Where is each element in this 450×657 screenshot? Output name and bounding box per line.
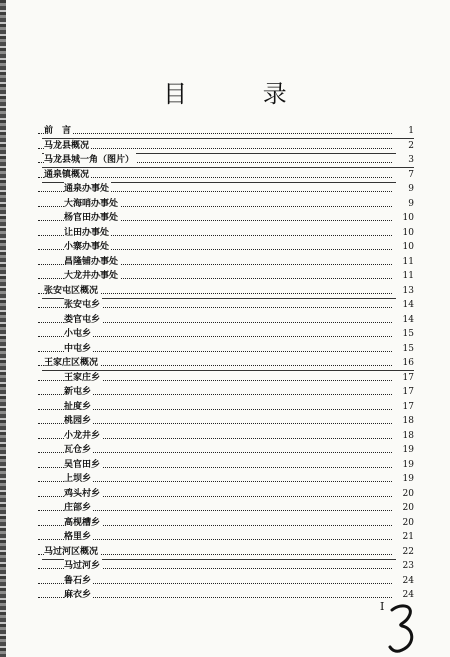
toc-entry-page: 17 xyxy=(396,400,414,414)
toc-entry xyxy=(0,313,450,327)
toc-entry xyxy=(0,124,450,138)
handwritten-page-number xyxy=(384,600,424,655)
toc-entry-label: 王家庄区概况 xyxy=(44,358,99,368)
toc-entry xyxy=(0,443,450,457)
toc-entry-label: 让田办事处 xyxy=(64,227,110,238)
toc-entry xyxy=(0,400,450,414)
toc-entry-page: 21 xyxy=(396,530,414,544)
toc-entry-page: 10 xyxy=(396,226,414,240)
toc-entry-page: 19 xyxy=(396,472,414,486)
toc-entry-page: 15 xyxy=(396,342,414,356)
toc-entry xyxy=(0,501,450,515)
toc-entry-page: 9 xyxy=(396,182,414,196)
toc-entry xyxy=(0,530,450,544)
toc-entry-page: 20 xyxy=(396,501,414,515)
dot-leader xyxy=(38,177,392,178)
toc-entry-page: 17 xyxy=(396,385,414,399)
toc-entry-label: 马过河乡 xyxy=(64,561,101,571)
toc-entry-label: 王家庄乡 xyxy=(64,372,101,383)
toc-entry xyxy=(0,458,450,472)
toc-entry xyxy=(0,240,450,254)
toc-entry xyxy=(0,414,450,428)
toc-entry-label: 通泉镇概况 xyxy=(44,169,90,180)
toc-entry-page: 10 xyxy=(396,240,414,254)
toc-entry-page: 18 xyxy=(396,414,414,428)
toc-entry xyxy=(0,574,450,588)
toc-entry xyxy=(0,226,450,240)
toc-entry-page: 9 xyxy=(396,197,414,211)
toc-entry-page: 23 xyxy=(396,559,414,573)
toc-entry xyxy=(0,197,450,211)
toc-entry-label: 马龙县概况 xyxy=(44,140,90,151)
toc-entry-page: 24 xyxy=(396,574,414,588)
toc-entry-page: 13 xyxy=(396,284,414,298)
toc-entry xyxy=(0,182,450,196)
toc-entry-page: 19 xyxy=(396,458,414,472)
toc-entry-page: 3 xyxy=(396,153,414,167)
toc-entry xyxy=(0,356,450,370)
toc-entry-page: 14 xyxy=(396,298,414,312)
toc-entry-page: 10 xyxy=(396,211,414,225)
toc-entry-label: 小屯乡 xyxy=(64,329,92,339)
toc-entry-page: 17 xyxy=(396,371,414,385)
toc-entry-page: 18 xyxy=(396,429,414,443)
toc-entry-label: 上坝乡 xyxy=(64,474,92,484)
toc-entry-label: 吴官田乡 xyxy=(64,459,101,470)
toc-entry xyxy=(0,211,450,225)
dot-leader xyxy=(38,133,392,134)
toc-entry xyxy=(0,487,450,501)
toc-entry-page: 16 xyxy=(396,356,414,370)
toc-entry-label: 鲁石乡 xyxy=(64,575,92,586)
toc-entry-label: 大龙井办事处 xyxy=(64,271,119,281)
page-folio: I xyxy=(380,600,385,613)
toc-entry-label: 桃园乡 xyxy=(64,416,92,426)
toc-entry xyxy=(0,559,450,573)
toc-entry-page: 7 xyxy=(396,168,414,182)
toc-entry xyxy=(0,472,450,486)
toc-entry xyxy=(0,327,450,341)
dot-leader xyxy=(38,148,392,149)
toc-entry-page: 15 xyxy=(396,327,414,341)
toc-entry-label: 杨官田办事处 xyxy=(64,213,119,223)
toc-entry-label: 张安屯乡 xyxy=(64,300,101,310)
toc-entry-label: 瓦仓乡 xyxy=(64,445,92,455)
toc-entry-label: 张安屯区概况 xyxy=(44,285,99,296)
toc-entry-page: 24 xyxy=(396,588,414,602)
toc-entry-page: 2 xyxy=(396,139,414,153)
toc-entry xyxy=(0,284,450,298)
page-title: 目 录 xyxy=(163,80,321,108)
toc-entry-page: 14 xyxy=(396,313,414,327)
toc-entry-label: 庄部乡 xyxy=(64,503,92,513)
toc-entry-page: 11 xyxy=(396,255,414,269)
toc-entry-label: 昌隆铺办事处 xyxy=(64,256,119,267)
toc-entry-label: 大海哨办事处 xyxy=(64,198,119,209)
toc-entry-label: 麻衣乡 xyxy=(64,590,92,600)
toc-entry-label: 鸡头村乡 xyxy=(64,488,101,499)
toc-entry-page: 1 xyxy=(396,124,414,138)
toc-entry xyxy=(0,385,450,399)
toc-entry xyxy=(0,255,450,269)
toc-entry xyxy=(0,168,450,182)
toc-entry xyxy=(0,139,450,153)
toc-entry-label: 通泉办事处 xyxy=(64,184,110,194)
toc-entry xyxy=(0,429,450,443)
toc-entry xyxy=(0,516,450,530)
toc-entry xyxy=(0,342,450,356)
toc-entry xyxy=(0,371,450,385)
toc-entry-page: 20 xyxy=(396,516,414,530)
toc-entry-label: 新屯乡 xyxy=(64,387,92,397)
toc-entry-page: 11 xyxy=(396,269,414,283)
toc-entry-label: 娄官屯乡 xyxy=(64,314,101,325)
toc-entry xyxy=(0,153,450,167)
toc-entry xyxy=(0,545,450,559)
toc-entry-page: 22 xyxy=(396,545,414,559)
toc-entry-label: 小龙井乡 xyxy=(64,430,101,441)
toc-entry-label: 高枧槽乡 xyxy=(64,517,101,528)
toc-entry-page: 19 xyxy=(396,443,414,457)
toc-entry-label: 扯度乡 xyxy=(64,401,92,412)
toc-entry-label: 马过河区概况 xyxy=(44,546,99,557)
toc-entry xyxy=(0,298,450,312)
toc-entry xyxy=(0,269,450,283)
toc-entry-label: 格里乡 xyxy=(64,532,92,542)
toc-entry-label: 小寨办事处 xyxy=(64,242,110,252)
toc-entry-label: 马龙县城一角（图片） xyxy=(44,155,135,165)
toc-entry-label: 前 言 xyxy=(44,126,72,136)
toc-entry-label: 中屯乡 xyxy=(64,343,92,354)
toc-entry-page: 20 xyxy=(396,487,414,501)
